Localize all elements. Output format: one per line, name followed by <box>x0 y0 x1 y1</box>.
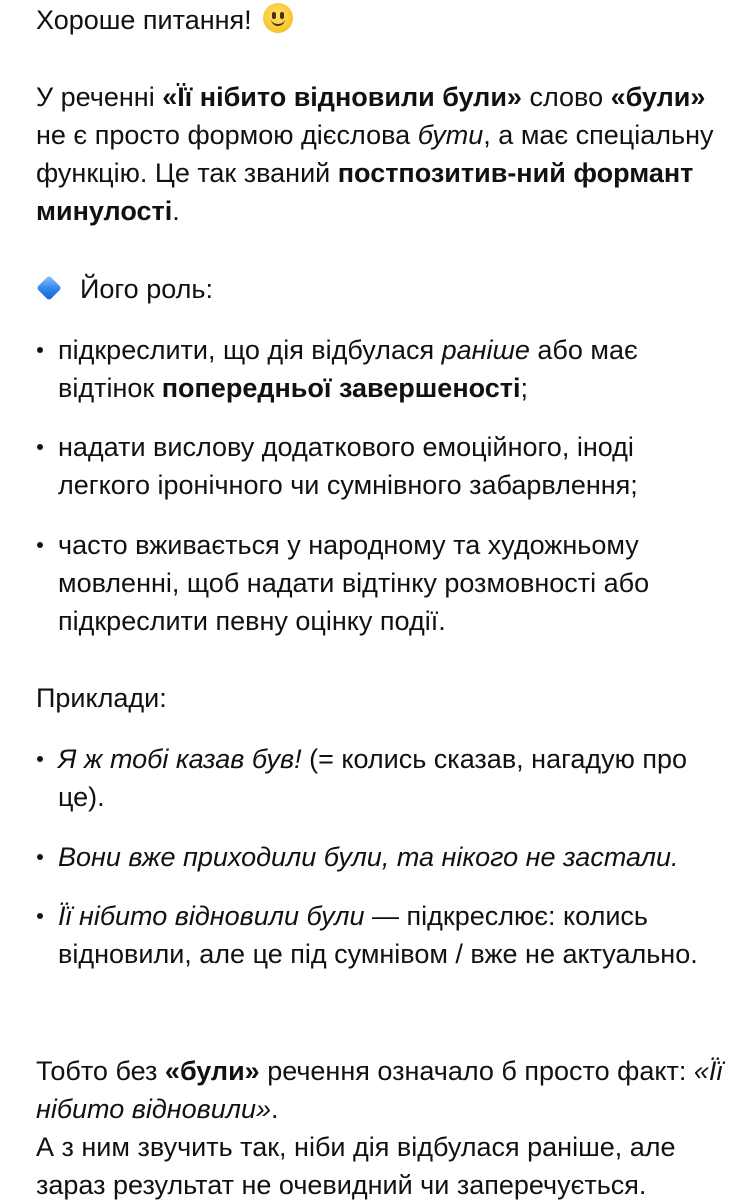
intro-verb: бути <box>417 120 484 150</box>
intro-quote: «Її нібито відновили були» <box>162 82 522 112</box>
role-2-text: надати вислову додаткового емоційного, іноді легкого іронічного чи сумнівного забарвлення; <box>58 432 638 500</box>
example-item-1 <box>36 740 729 816</box>
role-1-end: ; <box>520 373 529 403</box>
intro-paragraph <box>36 78 726 230</box>
conclusion-italic: «Її нібито відновили» <box>36 1056 723 1124</box>
role-heading <box>30 270 729 308</box>
intro-text-4: , а має спеціальну функцію. Це так званий <box>36 120 714 188</box>
conclusion-bold: «були» <box>164 1056 260 1086</box>
slightly-smiling-face-icon <box>263 3 293 33</box>
bullet-dot <box>37 444 43 450</box>
bullet-dot <box>37 913 43 919</box>
intro-term: постпозитив-ний формант минулості <box>36 158 694 226</box>
role-3-text: часто вживається у народному та художньому мовленні, щоб надати відтінку розмовності або підкреслити певну оцінку події. <box>58 530 650 636</box>
greeting-text: Хороше питання! <box>36 5 252 35</box>
examples-heading: Приклади: <box>36 683 167 713</box>
role-item-3 <box>36 526 729 640</box>
example-3-italic: Її нібито відновили були <box>58 901 365 931</box>
bullet-dot <box>37 756 43 762</box>
intro-text-1: У реченні <box>36 82 163 112</box>
intro-text-2: слово <box>521 82 611 112</box>
example-item-3 <box>36 897 729 973</box>
example-2-italic: Вони вже приходили були, та нікого не застали. <box>58 842 679 872</box>
role-item-1 <box>36 331 729 407</box>
conclusion-text-3: . <box>271 1094 279 1124</box>
example-item-2 <box>36 838 729 876</box>
role-1-text-2: або має відтінок <box>58 335 638 403</box>
role-item-2 <box>36 428 729 504</box>
example-1-text: (= колись сказав, нагадую про це). <box>58 744 688 812</box>
blue-diamond-icon <box>36 275 61 300</box>
conclusion-text-2: речення означало б просто факт: <box>259 1056 694 1086</box>
role-1-text: підкреслити, що дія відбулася <box>58 335 442 365</box>
conclusion-paragraph <box>36 1052 729 1204</box>
role-1-bold: попередньої завершеності <box>161 373 521 403</box>
intro-text-3: не є просто формою дієслова <box>36 120 418 150</box>
intro-text-5: . <box>172 196 180 226</box>
bullet-dot <box>37 854 43 860</box>
conclusion-text-1: Тобто без <box>36 1056 165 1086</box>
bullet-dot <box>37 542 43 548</box>
greeting <box>36 1 729 39</box>
example-1-italic: Я ж тобі казав був! <box>58 744 302 774</box>
role-heading-text: Його роль: <box>80 274 213 304</box>
example-3-text: — підкреслює: колись відновили, але це під сумнівом / вже не актуально. <box>58 901 698 969</box>
intro-word: «були» <box>610 82 706 112</box>
conclusion-line-2: А з ним звучить так, ніби дія відбулася раніше, але зараз результат не очевидний чи заперечується. <box>36 1132 676 1200</box>
role-1-italic: раніше <box>441 335 530 365</box>
bullet-dot <box>37 347 43 353</box>
